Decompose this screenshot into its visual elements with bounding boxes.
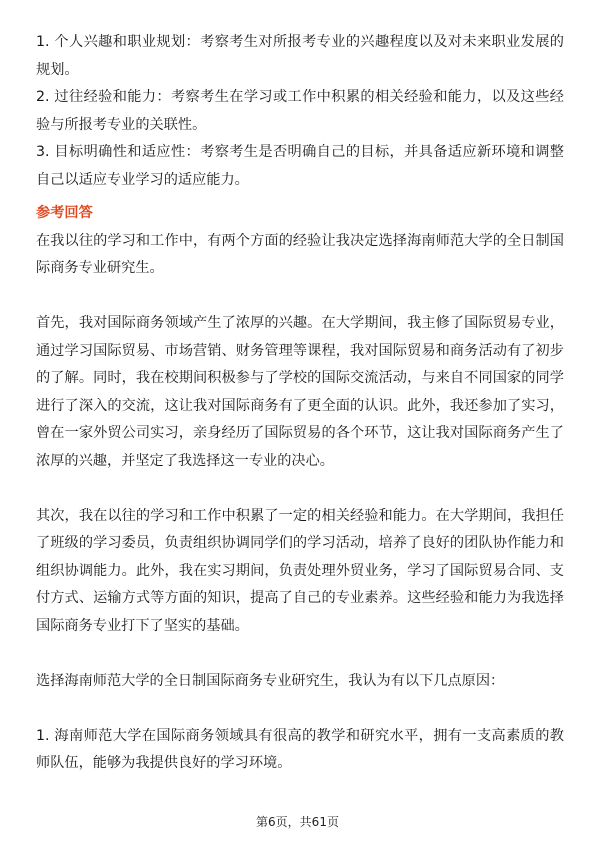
answer-reasons-lead: 选择海南师范大学的全日制国际商务专业研究生，我认为有以下几点原因： [36, 672, 505, 689]
answer-intro: 在我以往的学习和工作中，有两个方面的经验让我决定选择海南师范大学的全日制国际商务专业研究生。 [36, 232, 564, 276]
answer-reason-one: 1. 海南师范大学在国际商务领域具有很高的教学和研究水平，拥有一支高素质的教师队伍，能够为我提供良好的学习环境。 [36, 727, 564, 771]
criterion-goals: 3. 目标明确性和适应性：考察考生是否明确自己的目标，并具备适应新环境和调整自己以适应专业学习的适应能力。 [36, 144, 564, 188]
page-number-footer: 第6页，共61页 [256, 815, 339, 829]
answer-first-reason: 首先，我对国际商务领域产生了浓厚的兴趣。在大学期间，我主修了国际贸易专业，通过学习国际贸易、市场营销、财务管理等课程，我对国际贸易和商务活动有了初步的了解。同时，我在校期间积极参与了学校的国际交流活动，与来自不同国家的同学进行了深入的交流，这让我对国际商务有了更全面的认识。此外，我还参加了实习，曾在一家外贸公司实习，亲身经历了国际贸易的各个环节，这让我对国际商务产生了浓厚的兴趣，并坚定了我选择这一专业的决心。 [36, 315, 564, 469]
document-body [36, 29, 564, 778]
answer-heading: 参考回答 [36, 205, 93, 221]
criterion-experience: 2. 过往经验和能力：考察考生在学习或工作中积累的相关经验和能力，以及这些经验与所报考专业的关联性。 [36, 89, 564, 133]
criterion-interest: 1. 个人兴趣和职业规划：考察考生对所报考专业的兴趣程度以及对未来职业发展的规划。 [36, 34, 564, 78]
answer-second-reason: 其次，我在以往的学习和工作中积累了一定的相关经验和能力。在大学期间，我担任了班级的学习委员，负责组织协调同学们的学习活动，培养了良好的团队协作能力和组织协调能力。此外，我在实习期间，负责处理外贸业务，学习了国际贸易合同、支付方式、运输方式等方面的知识，提高了自己的专业素养。这些经验和能力为我选择国际商务专业打下了坚实的基础。 [36, 507, 564, 634]
